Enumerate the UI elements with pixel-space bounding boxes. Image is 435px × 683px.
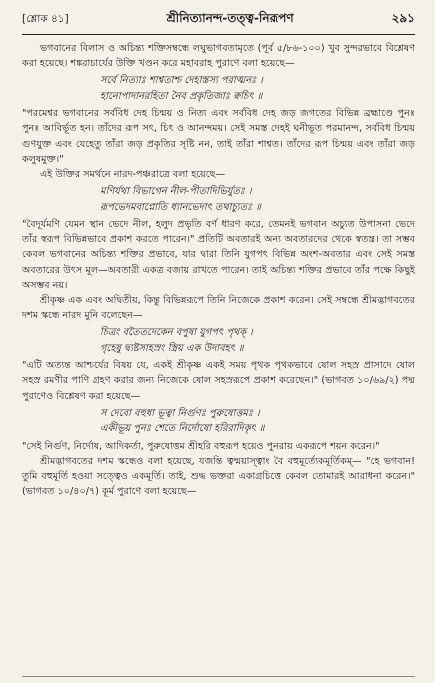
body-paragraph: "এটি অত্যন্ত আশ্চর্যের বিষয় যে, একই শ্রীকৃষ্ণ একই সময় পৃথক পৃথকভাবে ষোল সহস্র প্রাসাদে ষোল সহস্র রমণীর পাণি গ্রহণ করার জন্য নিজেকে ষোল সহস্ররূপে প্রকাশ করেছেন।" (ভাগবত ১০/৬৯/২) পদ্ম পুরাণেও বিশ্লেষণ করা হয়েছে— (22, 360, 415, 402)
verse-line: একীভূয় পুনঃ শেতে নির্দোষো হরিরাদিকৃৎ ॥ (100, 423, 265, 435)
verse-line: স দেবো বহুধা ভূত্বা নির্গুণঃ পুরুষোত্তমঃ । (100, 407, 260, 419)
bottom-divider (22, 676, 415, 677)
sanskrit-verse (100, 325, 415, 356)
verse-line: চিত্রং বতৈতদেকেন বপুষা যুগপৎ পৃথক্ । (100, 327, 253, 339)
verse-line: মণির্যথা বিভাগেন নীল-পীতাদিভির্যুতঃ । (100, 186, 252, 198)
sanskrit-verse (100, 406, 415, 437)
verse-line: সর্বে নিত্যাঃ শাশ্বতাশ্চ দেহাস্তস্য পরাত্মনঃ । (100, 75, 263, 87)
body-paragraph: "পরমেশ্বর ভগবানের সর্ববিধ দেহ চিন্ময় ও নিত্য এবং সর্ববিধ দেহ জড় জগতের বিভিন্ন ব্রহ্মাণ্ডে পুনঃ পুনঃ আবির্ভূত হন। তাঁদের রূপ সৎ, চিৎ ও আনন্দময়। সেই সমস্ত দেহই ঘনীভূত পরমানন্দ, সর্ববিধ চিন্ময় গুণযুক্ত এবং যেহেতু তাঁরা জড় প্রকৃতির সৃষ্টি নন, তাই তাঁরা শাশ্বত। তাঁদের রূপ চিন্ময় এবং তাঁরা জড় কলুষমুক্ত।" (22, 108, 415, 165)
sanskrit-verse (100, 73, 415, 104)
verse-line: গৃহেষু দ্ব্যষ্টসাহস্রং স্ত্রিয় এক উদাবহৎ ॥ (100, 342, 244, 354)
page-body (22, 41, 415, 500)
verse-line: হানোপাদানরহিতা নৈব প্রকৃতিজাঃ ক্বচিৎ ॥ (100, 90, 263, 102)
body-paragraph: শ্রীমদ্ভাগবতের দশম স্কন্ধেও বলা হয়েছে, যজন্তি ত্বন্ময়াস্ত্বাং বৈ বহুমূর্ত্যেকমূর্তিকম্— "হে ভগবান! তুমি বহুমূর্তি হওয়া সত্ত্বেও একমূর্তি। তাই, শুদ্ধ ভক্তরা একাগ্রচিত্তে কেবল তোমারই আরাধনা করেন।" (ভাগবত ১০/৪০/৭) কূর্ম পুরাণে বলা হয়েছে— (22, 455, 415, 498)
chapter-title: শ্রীনিত্যানন্দ-তত্ত্ব-নিরূপণ (166, 11, 294, 25)
sanskrit-verse (100, 184, 415, 215)
verse-line: রূপভেদমবাপ্নোতি ধ্যানভেদাৎ তথাচ্যুতঃ ॥ (100, 201, 261, 213)
body-paragraph: ভগবানের বিলাস ও অচিন্ত্য শক্তিসম্বন্ধে লঘুভাগবতামৃতে (পূর্ব ৫/৮৬-১০০) খুব সুন্দরভাবে বিশ্লেষণ করা হয়েছে। শঙ্করাচার্যের উক্তি খণ্ডন করে মহাবরাহ পুরাণে বলা হয়েছে— (22, 43, 415, 70)
verse-reference: [শ্লোক ৪১] (22, 13, 69, 25)
body-paragraph: "সেই নির্গুণ, নির্দোষ, আদিকর্তা, পুরুষোত্তম শ্রীহরি বহুরূপ হয়েও পুনরায় একরূপে শয়ন করেন।" (22, 440, 380, 452)
body-paragraph: শ্রীকৃষ্ণ এক এবং অদ্বিতীয়, কিন্তু বিভিন্নরূপে তিনি নিজেকে প্রকাশ করেন। সেই সম্বন্ধে শ্রীমদ্ভাগবতের দশম স্কন্ধে নারদ মুনি বলেছেন— (22, 295, 415, 322)
body-paragraph: এই উক্তির সমর্থনে নারদ-পঞ্চরাত্রে বলা হয়েছে— (40, 169, 226, 181)
page-header (22, 10, 415, 35)
page-number: ২৯১ (391, 11, 415, 25)
body-paragraph: "বৈদূর্যমণি যেমন স্থান ভেদে নীল, হলুদ প্রভৃতি বর্ণ ধারণ করে, তেমনই ভগবান অচ্যুত উপাসনা ভেদে তাঁর স্বরূপ বিভিন্নভাবে প্রকাশ করতে পারেন।" প্রতিটি অবতারই অন্য অবতারদের থেকে স্বতন্ত্র। তা সম্ভব কেবল ভগবানের অচিন্ত্য শক্তির প্রভাবে, যার দ্বারা তিনি যুগপৎ বিভিন্ন অংশ-অবতার এবং সেই সমস্ত অবতারের উৎস মূল—অবতারী একত্র বজায় রাখতে পারেন। তাই অচিন্ত্য শক্তির প্রভাবে তাঁর পক্ষে কিছুই অসম্ভব নয়। (22, 219, 415, 291)
